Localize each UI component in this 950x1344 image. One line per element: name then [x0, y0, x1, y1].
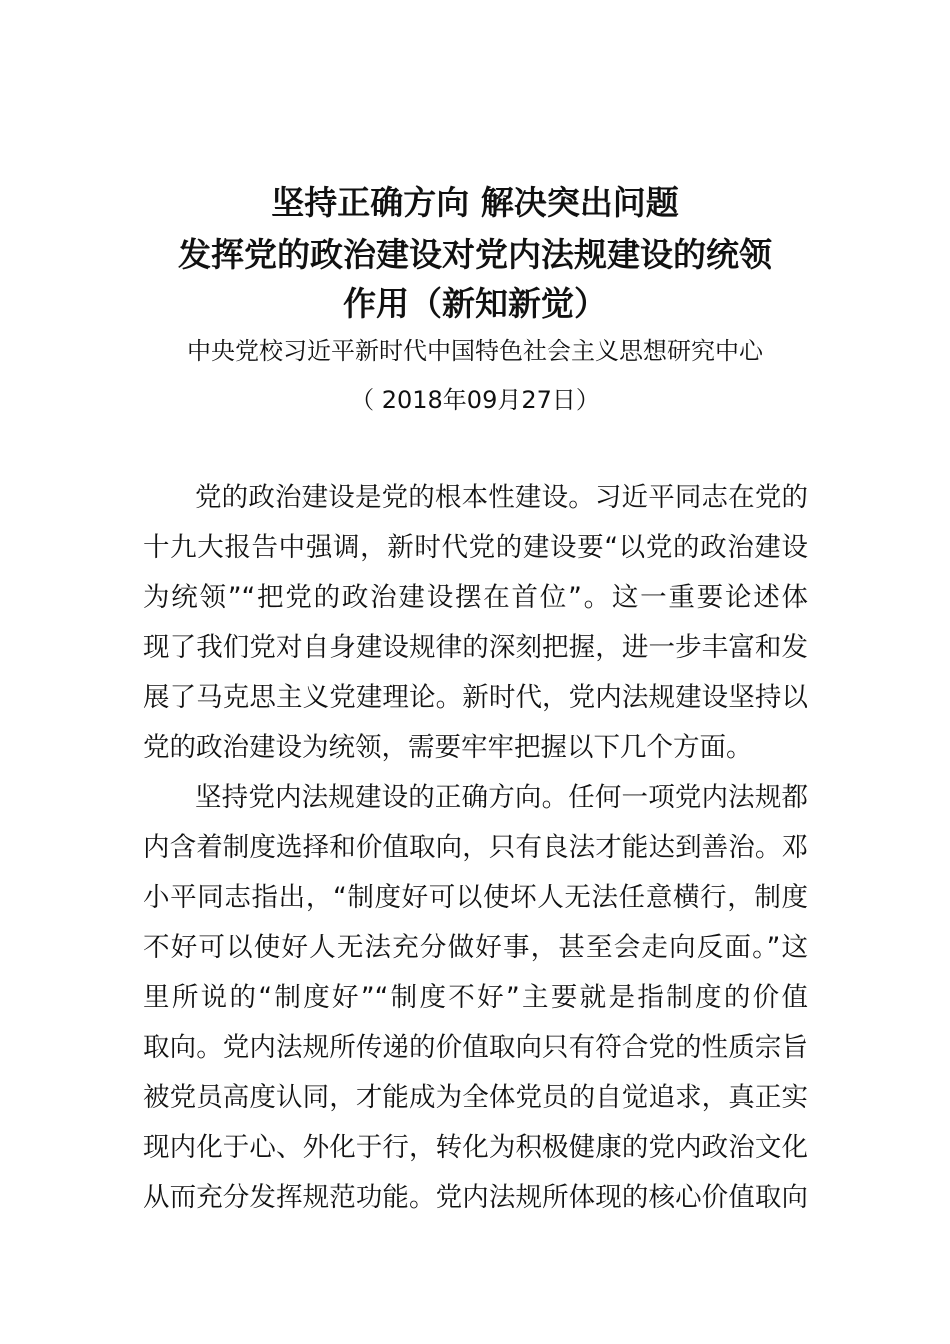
title-line-1: 坚持正确方向 解决突出问题: [271, 183, 679, 222]
body-text-line: 内含着制度选择和价值取向，只有良法才能达到善治。邓: [143, 832, 808, 863]
date-line: （ 2018年09月27日）: [350, 386, 600, 414]
body-text-line: 党的政治建设为统领，需要牢牢把握以下几个方面。: [143, 732, 753, 763]
body-text-line: 里所说的“制度好”“制度不好”主要就是指制度的价值: [143, 982, 808, 1013]
body-text-line: 现内化于心、外化于行，转化为积极健康的党内政治文化: [143, 1132, 808, 1163]
body-text-line: 为统领”“把党的政治建设摆在首位”。这一重要论述体: [143, 582, 808, 613]
title-line-2: 发挥党的政治建设对党内法规建设的统领: [178, 235, 772, 274]
body-text-line: 党的政治建设是党的根本性建设。习近平同志在党的: [195, 482, 808, 513]
body-text-line: 取向。党内法规所传递的价值取向只有符合党的性质宗旨: [143, 1032, 808, 1063]
body-text-line: 小平同志指出，“制度好可以使坏人无法任意横行，制度: [143, 882, 808, 913]
body-text-line: 展了马克思主义党建理论。新时代，党内法规建设坚持以: [143, 682, 808, 713]
title-line-3: 作用（新知新觉）: [343, 284, 607, 323]
body-text-line: 不好可以使好人无法充分做好事，甚至会走向反面。”这: [143, 932, 808, 963]
body-text-line: 坚持党内法规建设的正确方向。任何一项党内法规都: [195, 782, 808, 813]
body-text-line: 现了我们党对自身建设规律的深刻把握，进一步丰富和发: [143, 632, 808, 663]
author-line: 中央党校习近平新时代中国特色社会主义思想研究中心: [187, 337, 763, 365]
body-text-line: 从而充分发挥规范功能。党内法规所体现的核心价值取向: [143, 1182, 808, 1213]
body-text-line: 被党员高度认同，才能成为全体党员的自觉追求，真正实: [143, 1082, 808, 1113]
body-text-line: 十九大报告中强调，新时代党的建设要“以党的政治建设: [143, 532, 808, 563]
